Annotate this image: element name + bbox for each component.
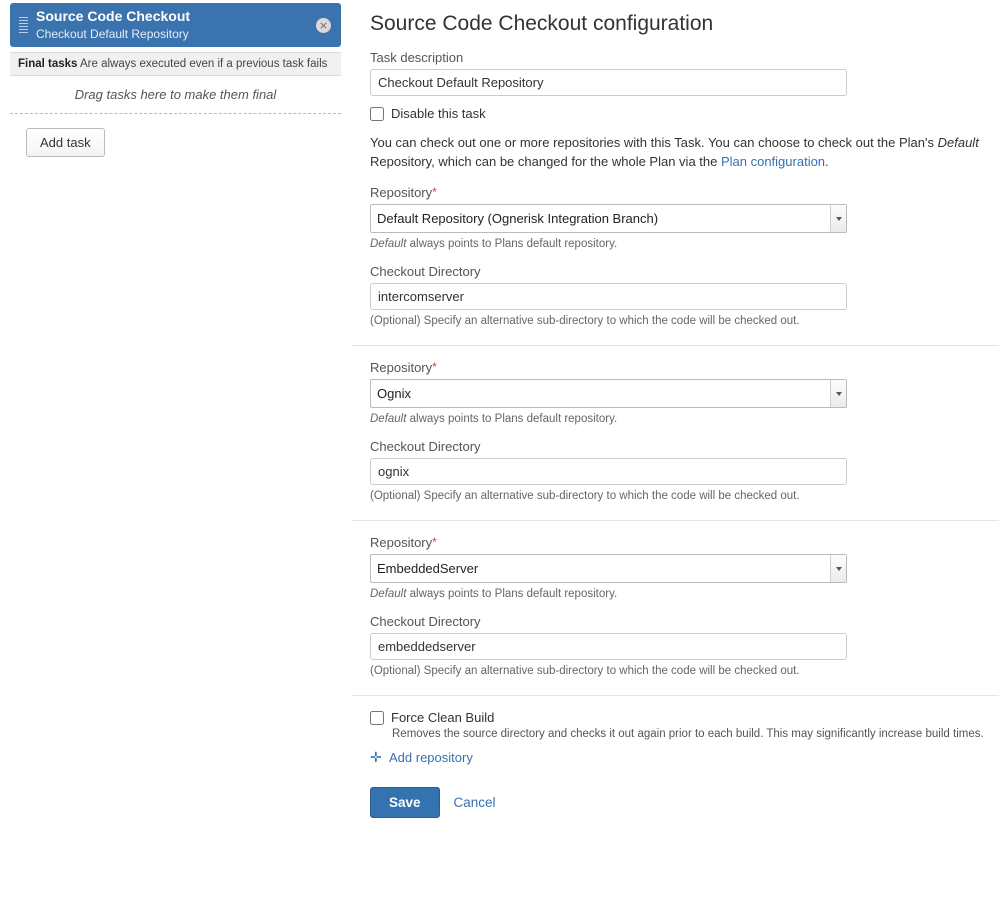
checkout-directory-label-2: Checkout Directory — [370, 439, 481, 455]
page-title: Source Code Checkout configuration — [370, 12, 714, 35]
checkout-directory-input-1[interactable] — [370, 283, 847, 310]
repository-label-text-2: Repository — [370, 360, 433, 376]
checkout-directory-input-3[interactable] — [370, 633, 847, 660]
repository-block-3 — [370, 535, 999, 677]
force-clean-build-row[interactable] — [370, 710, 999, 725]
repository-label-text-1: Repository — [370, 185, 433, 201]
repository-hint-rest-1: always points to Plans default repository. — [406, 238, 618, 251]
drag-grip-icon[interactable] — [19, 12, 29, 38]
tasks-sidebar — [0, 0, 352, 905]
divider-2 — [352, 520, 999, 521]
add-task-button[interactable]: Add task — [26, 128, 105, 157]
task-description-input[interactable] — [370, 69, 847, 96]
repository-hint-rest-3: always points to Plans default repository. — [406, 588, 618, 601]
disable-task-checkbox[interactable] — [370, 107, 384, 121]
task-configuration-form — [352, 0, 999, 905]
task-card-subtitle: Checkout Default Repository — [36, 26, 189, 41]
intro-paragraph — [370, 133, 999, 171]
divider-3 — [352, 695, 999, 696]
repository-hint-2 — [370, 413, 999, 425]
repository-block-1 — [370, 185, 999, 327]
repository-hint-rest-2: always points to Plans default repository. — [406, 413, 618, 426]
force-clean-build-hint: Removes the source directory and checks it out again prior to each build. This may significantly increase build times. — [392, 728, 984, 741]
final-tasks-description: Are always executed even if a previous task fails — [77, 58, 328, 70]
disable-task-label: Disable this task — [391, 106, 486, 121]
checkout-directory-hint-2: (Optional) Specify an alternative sub-directory to which the code will be checked out. — [370, 490, 800, 503]
repository-select-wrap-3[interactable] — [370, 554, 847, 583]
plus-icon: ✛ — [370, 749, 382, 766]
task-card-text — [36, 8, 190, 42]
repository-hint-3 — [370, 588, 999, 600]
task-description-label: Task description — [370, 50, 464, 65]
required-marker-2: * — [432, 360, 437, 375]
force-clean-build-label: Force Clean Build — [391, 710, 495, 726]
checkout-directory-label-1: Checkout Directory — [370, 264, 481, 280]
add-repository-row[interactable] — [370, 750, 999, 765]
repository-label-3 — [370, 535, 999, 550]
repository-label-text-3: Repository — [370, 535, 433, 551]
checkout-directory-hint-1: (Optional) Specify an alternative sub-directory to which the code will be checked out. — [370, 315, 800, 328]
required-marker-3: * — [432, 535, 437, 550]
repository-block-2 — [370, 360, 999, 502]
intro-text-before: You can check out one or more repositories with this Task. You can choose to check out the Plan's — [370, 135, 938, 150]
repository-hint-em-2: Default — [370, 413, 407, 426]
final-tasks-label: Final tasks — [18, 58, 78, 70]
add-repository-link[interactable]: Add repository — [389, 750, 473, 766]
intro-emphasis: Default — [937, 135, 979, 150]
intro-text-after: . — [825, 154, 829, 170]
final-tasks-drop-zone[interactable] — [10, 76, 341, 114]
save-button[interactable]: Save — [370, 787, 440, 818]
intro-text-middle: Repository, which can be changed for the whole Plan via the — [370, 154, 721, 170]
repository-select-wrap-1[interactable] — [370, 204, 847, 233]
close-icon[interactable]: × — [316, 18, 331, 33]
divider-1 — [352, 345, 999, 346]
repository-select-1[interactable] — [370, 204, 847, 233]
repository-label-1 — [370, 185, 999, 200]
repository-label-2 — [370, 360, 999, 375]
checkout-directory-input-2[interactable] — [370, 458, 847, 485]
repository-select-wrap-2[interactable] — [370, 379, 847, 408]
form-actions — [370, 787, 999, 818]
final-tasks-banner — [10, 52, 341, 76]
repository-hint-em-1: Default — [370, 238, 407, 251]
repository-select-2[interactable] — [370, 379, 847, 408]
repository-select-3[interactable] — [370, 554, 847, 583]
drop-zone-text: Drag tasks here to make them final — [74, 87, 277, 102]
task-card-title: Source Code Checkout — [36, 8, 191, 25]
checkout-directory-hint-3: (Optional) Specify an alternative sub-directory to which the code will be checked out. — [370, 665, 800, 678]
task-card-source-code-checkout[interactable] — [10, 3, 341, 47]
required-marker-1: * — [432, 185, 437, 200]
repository-hint-1 — [370, 238, 999, 250]
plan-configuration-link[interactable]: Plan configuration — [720, 154, 826, 170]
checkout-directory-label-3: Checkout Directory — [370, 614, 481, 630]
disable-task-row[interactable] — [370, 106, 999, 121]
force-clean-build-checkbox[interactable] — [370, 711, 384, 725]
repository-hint-em-3: Default — [370, 588, 407, 601]
cancel-link[interactable]: Cancel — [453, 795, 496, 811]
